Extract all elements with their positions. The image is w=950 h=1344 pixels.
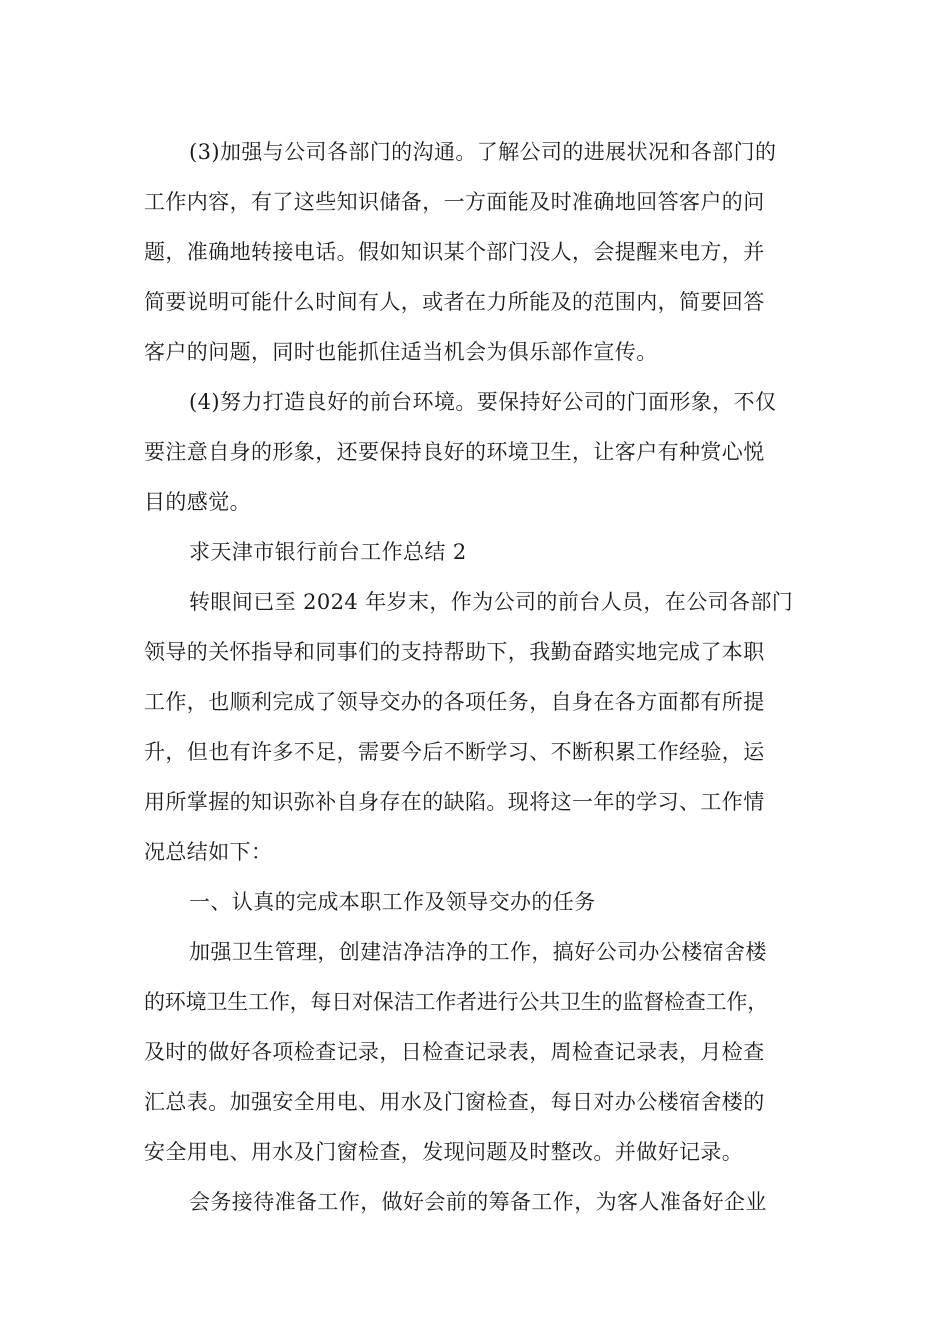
section-title xyxy=(144,527,812,577)
text-line: 汇总表。加强安全用电、用水及门窗检查，每日对办公楼宿舍楼的 xyxy=(144,1090,765,1114)
text-line: 的环境卫生工作，每日对保洁工作者进行公共卫生的监督检查工作， xyxy=(144,990,768,1014)
paragraph-meeting xyxy=(144,1177,812,1227)
text-line: 升，但也有许多不足，需要今后不断学习、不断积累工作经验，运 xyxy=(144,740,765,764)
text-line: 一、认真的完成本职工作及领导交办的任务 xyxy=(189,890,596,914)
paragraph-intro xyxy=(144,577,812,877)
text-line: 及时的做好各项检查记录，日检查记录表，周检查记录表，月检查 xyxy=(144,1040,765,1064)
text-line: 领导的关怀指导和同事们的支持帮助下，我勤奋踏实地完成了本职 xyxy=(144,640,765,664)
text-line: 要注意自身的形象，还要保持良好的环境卫生，让客户有种赏心悦 xyxy=(144,440,765,464)
text-line: 况总结如下： xyxy=(144,840,273,864)
paragraph-hygiene xyxy=(144,927,812,1177)
text-line: (3)加强与公司各部门的沟通。了解公司的进展状况和各部门的 xyxy=(189,140,777,164)
text-line: 工作内容，有了这些知识储备，一方面能及时准确地回答客户的问 xyxy=(144,190,765,214)
text-line: 转眼间已至 2024 年岁末，作为公司的前台人员，在公司各部门 xyxy=(189,590,794,614)
text-line: 目的感觉。 xyxy=(144,490,251,514)
text-line: 客户的问题，同时也能抓住适当机会为俱乐部作宣传。 xyxy=(144,340,658,364)
text-line: 安全用电、用水及门窗检查，发现问题及时整改。并做好记录。 xyxy=(144,1140,744,1164)
text-line: 加强卫生管理，创建洁净洁净的工作，搞好公司办公楼宿舍楼 xyxy=(189,940,767,964)
paragraph-4-environment xyxy=(144,377,812,527)
text-line: 简要说明可能什么时间有人，或者在力所能及的范围内，简要回答 xyxy=(144,290,765,314)
paragraph-3-communication xyxy=(144,127,812,377)
text-line: 求天津市银行前台工作总结 2 xyxy=(189,540,467,564)
text-line: 题，准确地转接电话。假如知识某个部门没人，会提醒来电方，并 xyxy=(144,240,765,264)
text-line: 用所掌握的知识弥补自身存在的缺陷。现将这一年的学习、工作情 xyxy=(144,790,765,814)
text-line: (4)努力打造良好的前台环境。要保持好公司的门面形象，不仅 xyxy=(189,390,777,414)
document-body xyxy=(144,127,812,1227)
text-line: 会务接待准备工作，做好会前的筹备工作，为客人准备好企业 xyxy=(189,1190,767,1214)
text-line: 工作，也顺利完成了领导交办的各项任务，自身在各方面都有所提 xyxy=(144,690,765,714)
subsection-heading xyxy=(144,877,812,927)
